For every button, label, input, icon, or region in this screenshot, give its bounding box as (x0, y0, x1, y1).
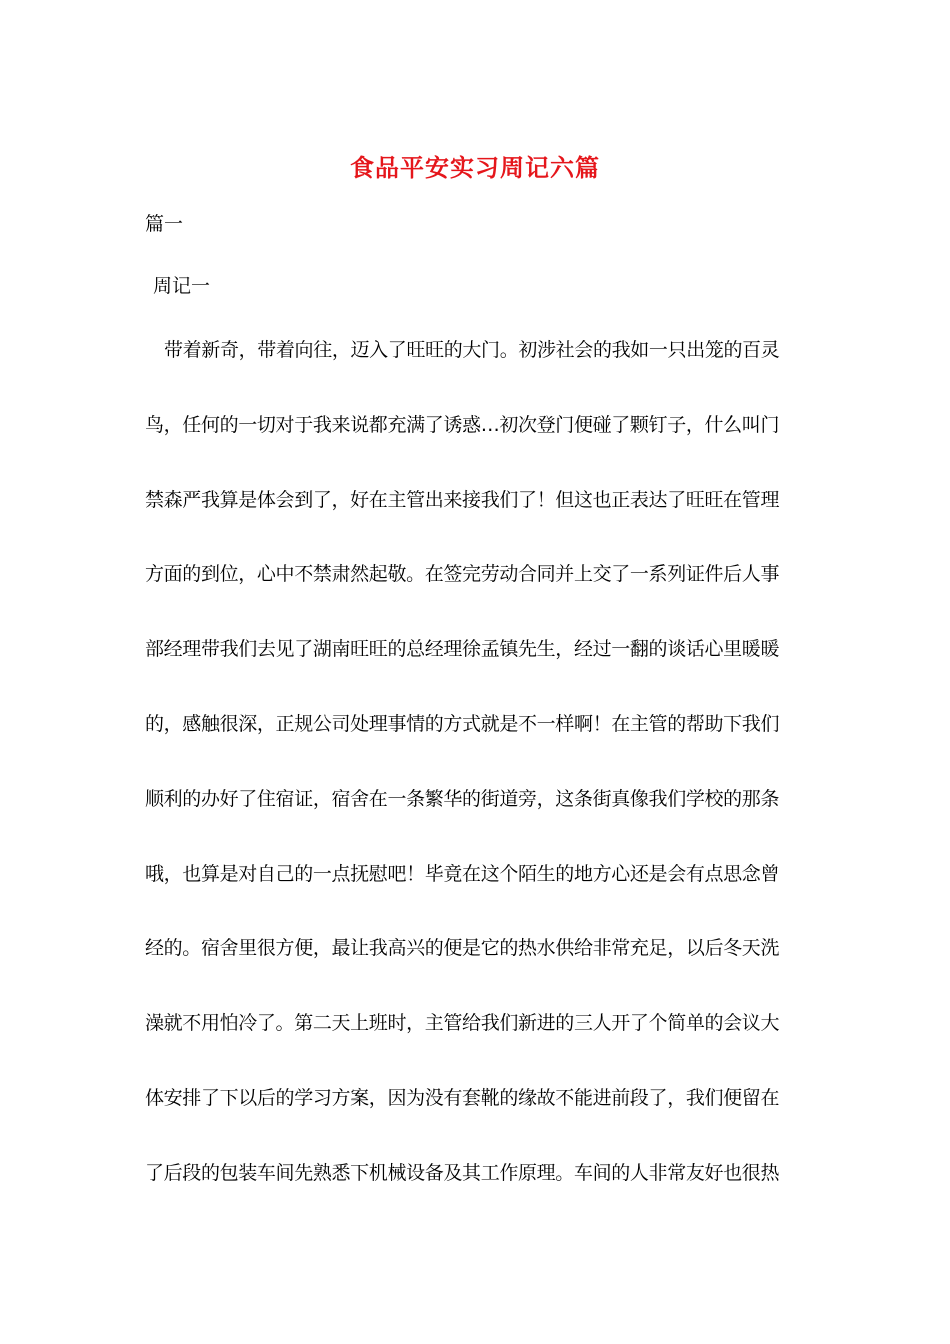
paragraph-line: 了后段的包装车间先熟悉下机械设备及其工作原理。车间的人非常友好也很热 (145, 1161, 780, 1184)
paragraph-line: 体安排了下以后的学习方案，因为没有套靴的缘故不能进前段了，我们便留在 (145, 1086, 780, 1109)
section-label: 篇一 (145, 213, 184, 235)
body-paragraph (145, 336, 805, 1234)
paragraph-line: 的，感触很深，正规公司处理事情的方式就是不一样啊！在主管的帮助下我们 (145, 712, 780, 735)
entry-subtitle: 周记一 (153, 275, 211, 297)
paragraph-line: 禁森严我算是体会到了，好在主管出来接我们了！但这也正表达了旺旺在管理 (145, 488, 780, 511)
paragraph-line: 经的。宿舍里很方便，最让我高兴的便是它的热水供给非常充足，以后冬天洗 (145, 937, 780, 960)
paragraph-line: 哦，也算是对自己的一点抚慰吧！毕竟在这个陌生的地方心还是会有点思念曾 (145, 862, 780, 885)
paragraph-line: 澡就不用怕冷了。第二天上班时，主管给我们新进的三人开了个简单的会议大 (145, 1012, 780, 1035)
paragraph-line: 部经理带我们去见了湖南旺旺的总经理徐孟镇先生，经过一翻的谈话心里暖暖 (145, 638, 780, 661)
paragraph-line: 鸟，任何的一切对于我来说都充满了诱惑…初次登门便碰了颗钉子，什么叫门 (145, 413, 780, 436)
paragraph-line: 带着新奇，带着向往，迈入了旺旺的大门。初涉社会的我如一只出笼的百灵 (164, 339, 780, 361)
paragraph-line: 顺利的办好了住宿证，宿舍在一条繁华的街道旁，这条街真像我们学校的那条 (145, 787, 780, 810)
document-title: 食品平安实习周记六篇 (350, 153, 600, 182)
paragraph-line: 方面的到位，心中不禁肃然起敬。在签完劳动合同并上交了一系列证件后人事 (145, 563, 780, 586)
